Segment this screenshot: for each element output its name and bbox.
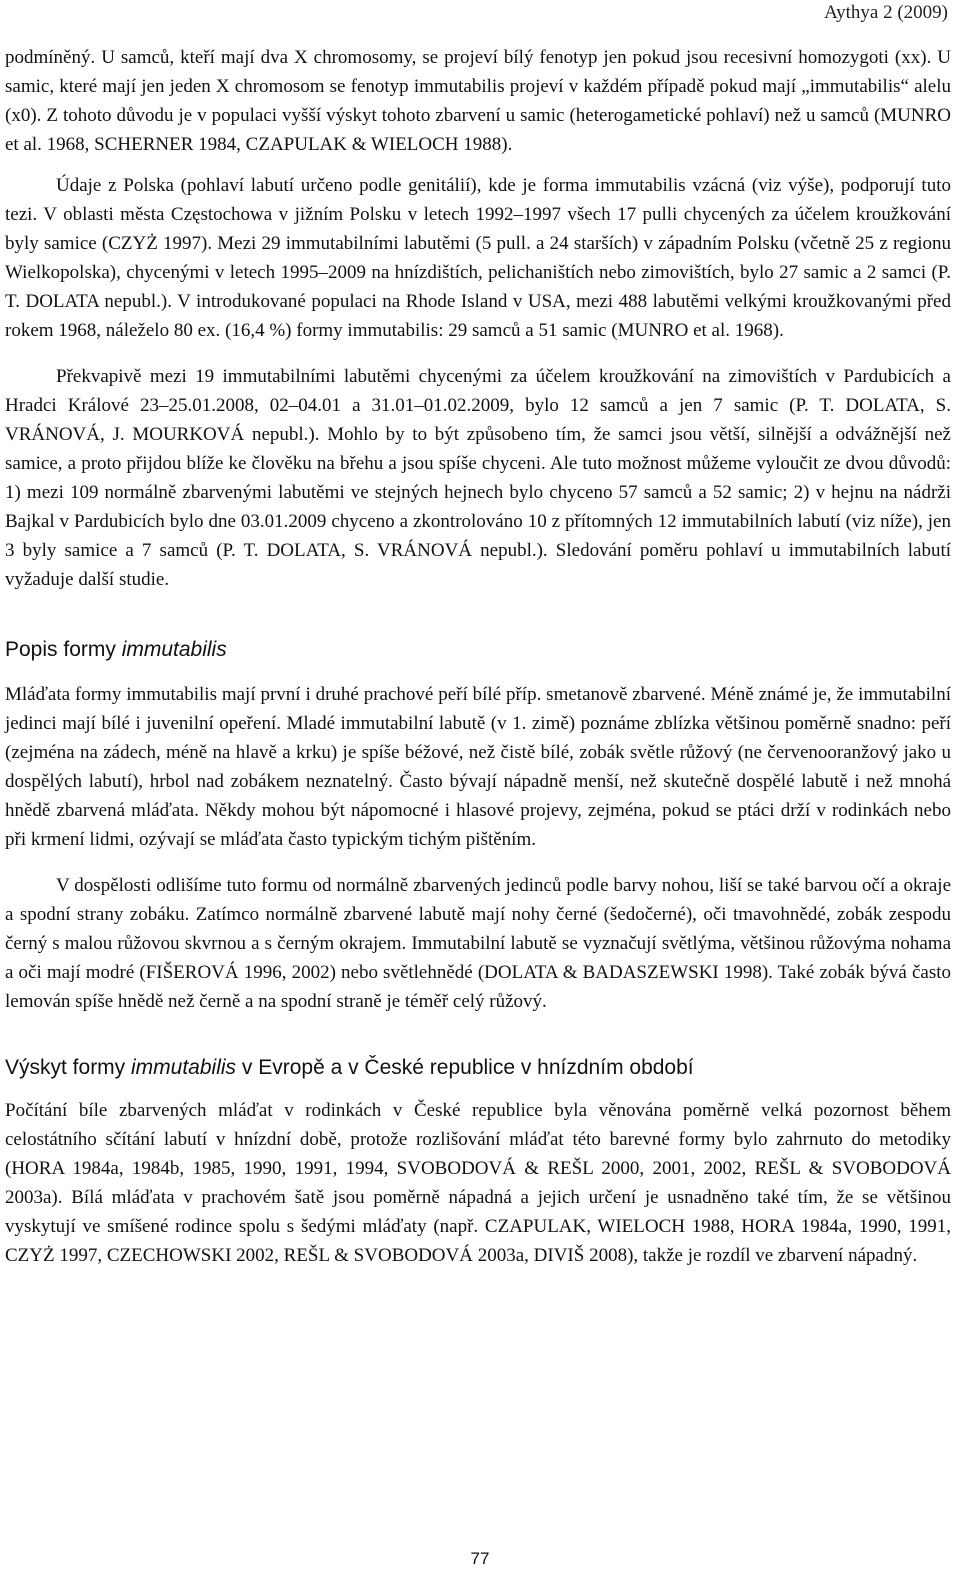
heading-text: Popis formy	[5, 638, 122, 661]
paragraph-counting: Počítání bíle zbarvených mláďat v rodinkách v České republice byla věnována poměrně velká pozornost během celostátního sčítání labutí v hnízdní době, protože rozlišování mláďat této barevné formy bylo zahrnuto do metodiky (HORA 1984a, 1984b, 1985, 1990, 1991, 1994, SVOBODOVÁ & REŠL 2000, 2001, 2002, REŠL & SVOBODOVÁ 2003a). Bílá mláďata v prachovém šatě jsou poměrně nápadná a jejich určení je usnadněno také tím, že se většinou vyskytují ve smíšené rodince spolu s šedými mláďaty (např. CZAPULAK, WIELOCH 1988, HORA 1984a, 1990, 1991, CZYŻ 1997, CZECHOWSKI 2002, REŠL & SVOBODOVÁ 2003a, DIVIŠ 2008), takže je rozdíl ve zbarvení nápadný.	[5, 1100, 951, 1266]
paragraph-adult: V dospělosti odlišíme tuto formu od normálně zbarvených jedinců podle barvy nohou, liší se také barvou očí a okraje a spodní strany zobáku. Zatímco normálně zbarvené labutě mají nohy černé (šedočerné), oči tmavohnědé, zobák zespodu černý s malou růžovou skvrnou a s černým okrajem. Immutabilní labutě se vyznačují světlýma, většinou růžovýma nohama a oči mají modré (FIŠEROVÁ 1996, 2002) nebo světlehnědé (DOLATA & BADASZEWSKI 1998). Také zobák bývá často lemován spíše hnědě než černě a na spodní straně je téměř celý růžový.	[5, 875, 951, 1012]
heading-text: Výskyt formy	[5, 1056, 132, 1079]
section-heading-description	[5, 636, 951, 664]
article-body	[5, 43, 951, 1270]
heading-text-end: v Evropě a v České republice v hnízdním období	[236, 1056, 694, 1079]
paragraph-pardubice: Překvapivě mezi 19 immutabilními labutěmi chycenými za účelem kroužkování na zimovištích v Pardubicích a Hradci Králové 23–25.01.2008, 02–04.01 a 31.01–01.02.2009, bylo 12 samců a jen 7 samic (P. T. DOLATA, S. VRÁNOVÁ, J. MOURKOVÁ nepubl.). Mohlo by to být způsobeno tím, že samci jsou větší, silnější a odvážnější než samice, a proto přijdou blíže ke člověku na břehu a jsou spíše chyceni. Ale tuto možnost můžeme vyloučit ze dvou důvodů: 1) mezi 109 normálně zbarvenými labutěmi ve stejných hejnech bylo chyceno 57 samců a 52 samic; 2) v hejnu na nádrži Bajkal v Pardubicích bylo dne 03.01.2009 chyceno a zkontrolováno 10 z přítomných 12 immutabilních labutí (viz níže), jen 3 byly samice a 7 samců (P. T. DOLATA, S. VRÁNOVÁ nepubl.). Sledování poměru pohlaví u immutabilních labutí vyžaduje další studie.	[5, 366, 951, 590]
page-number: 77	[470, 1549, 490, 1568]
running-head: Aythya 2 (2009)	[824, 2, 948, 23]
heading-italic: immutabilis	[131, 1056, 237, 1079]
paragraph-poland-data: Údaje z Polska (pohlaví labutí určeno podle genitálií), kde je forma immutabilis vzácná (viz výše), podporují tuto tezi. V oblasti města Częstochowa v jižním Polsku v letech 1992–1997 všech 17 pulli chycených za účelem kroužkování byly samice (CZYŻ 1997). Mezi 29 immutabilními labutěmi (5 pull. a 24 starších) v západním Polsku (včetně 25 z regionu Wielkopolska), chycenými v letech 1995–2009 na hnízdištích, pelichaništích nebo zimovištích, bylo 27 samic a 2 samci (P. T. DOLATA nepubl.). V introdukované populaci na Rhode Island v USA, mezi 488 labutěmi velkými kroužkovanými před rokem 1968, náleželo 80 ex. (16,4 %) formy immutabilis: 29 samců a 51 samic (MUNRO et al. 1968).	[5, 175, 951, 341]
paragraph-continuation: podmíněný. U samců, kteří mají dva X chromosomy, se projeví bílý fenotyp jen pokud jsou recesivní homozygoti (xx). U samic, které mají jen jeden X chromosom se fenotyp immutabilis projeví v každém případě pokud mají „immutabilis“ alelu (x0). Z tohoto důvodu je v populaci vyšší výskyt tohoto zbarvení u samic (heterogametické pohlaví) než u samců (MUNRO et al. 1968, SCHERNER 1984, CZAPULAK & WIELOCH 1988).	[5, 47, 951, 155]
paragraph-juvenile: Mláďata formy immutabilis mají první i druhé prachové peří bílé příp. smetanově zbarvené. Méně známé je, že immutabilní jedinci mají bílé i juvenilní opeření. Mladé immutabilní labutě (v 1. zimě) poznáme zblízka většinou poměrně snadno: peří (zejména na zádech, méně na hlavě a krku) je spíše béžové, než čistě bílé, zobák světle růžový (ne červenooranžový jako u dospělých labutí), hrbol nad zobákem neznatelný. Často bývají nápadně menší, než skutečně dospělé labutě i než mnohá hnědě zbarvená mláďata. Někdy mohou být nápomocné i hlasové projevy, zejména, pokud se ptáci drží v rodinkách nebo při krmení lidmi, ozývají se mláďata často typickým tichým pištěním.	[5, 684, 951, 850]
section-heading-occurrence	[5, 1054, 951, 1082]
heading-italic: immutabilis	[121, 638, 227, 661]
